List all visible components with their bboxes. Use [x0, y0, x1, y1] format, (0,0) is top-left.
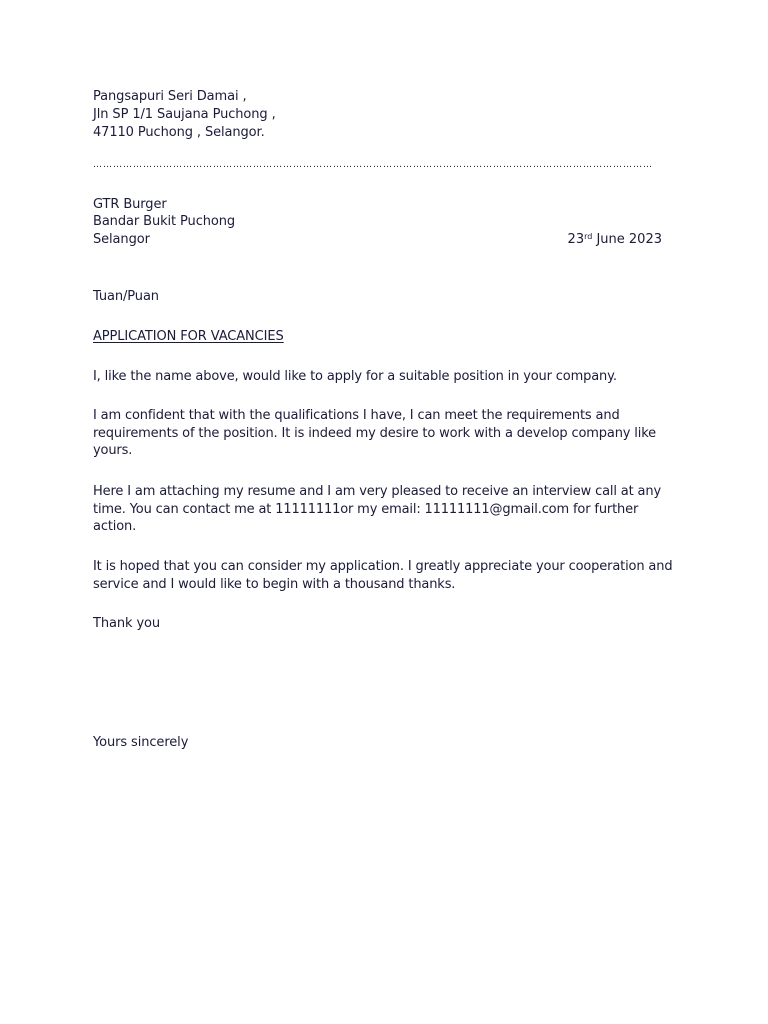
- sender-address-line-1: Pangsapuri Seri Damai ,: [93, 89, 247, 104]
- sender-address-line-3: 47110 Puchong , Selangor.: [93, 125, 265, 140]
- paragraph-3: Here I am attaching my resume and I am very pleased to receive an interview call at any time. You can contact me at 11111111or my email: 11111111@gmail.com for further action.: [93, 484, 661, 534]
- dotted-separator: ……………………………………………………………………………………………………………………………………………………: [93, 160, 653, 170]
- recipient-line-2: Bandar Bukit Puchong: [93, 214, 236, 229]
- paragraph-2: I am confident that with the qualifications I have, I can meet the requirements and requirements of the position. It is indeed my desire to work with a develop company like yours.: [93, 408, 656, 458]
- closing-line: Yours sincerely: [93, 735, 189, 750]
- date-month-year: June 2023: [592, 232, 662, 247]
- recipient-line-1: GTR Burger: [93, 197, 167, 212]
- date-day: 23: [567, 232, 585, 247]
- paragraph-1: I, like the name above, would like to apply for a suitable position in your company.: [93, 369, 617, 384]
- thanks-line: Thank you: [93, 616, 161, 631]
- salutation: Tuan/Puan: [93, 289, 159, 304]
- sender-address-line-2: Jln SP 1/1 Saujana Puchong ,: [93, 107, 276, 122]
- paragraph-4: It is hoped that you can consider my application. I greatly appreciate your cooperation and service and I would like to begin with a thousand thanks.: [93, 559, 673, 592]
- recipient-line-3: Selangor: [93, 232, 150, 247]
- date-suffix: rd: [584, 232, 593, 241]
- letter-date: [568, 231, 662, 248]
- subject-heading: APPLICATION FOR VACANCIES: [93, 329, 284, 344]
